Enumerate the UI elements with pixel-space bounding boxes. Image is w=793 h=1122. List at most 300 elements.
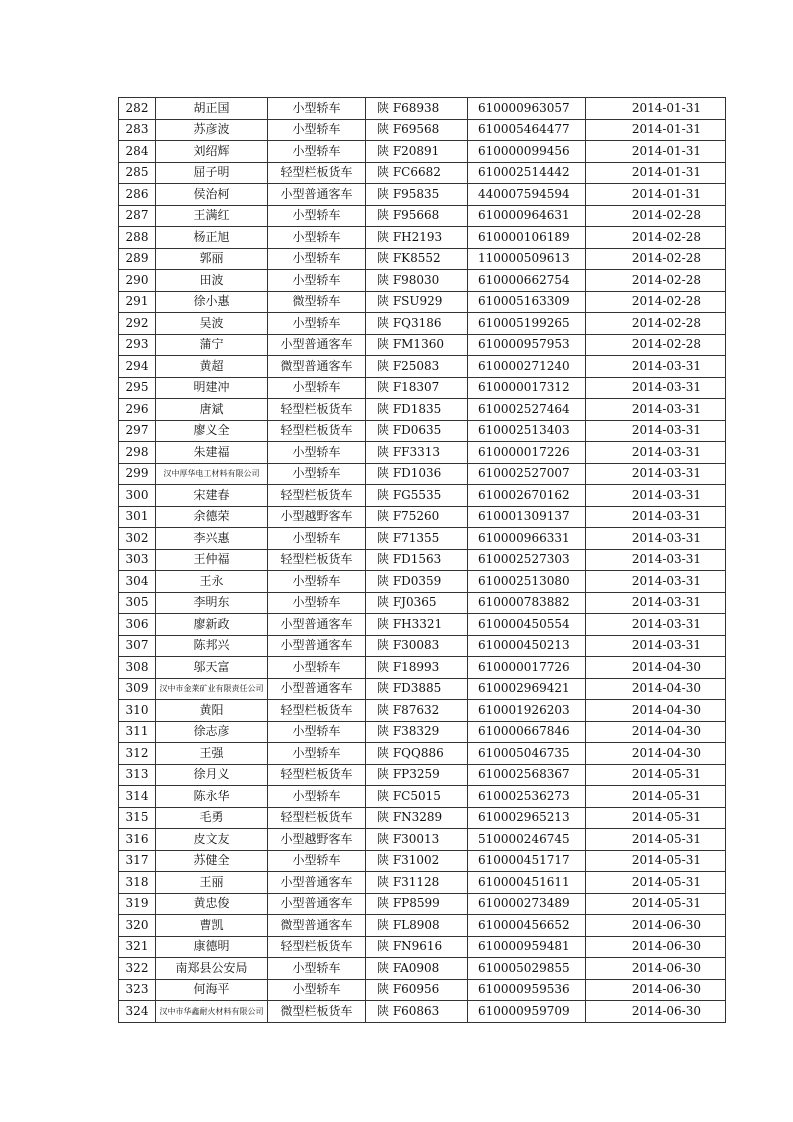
owner-name-cell: 汉中市金莱矿业有限责任公司 (156, 678, 268, 700)
certificate-number-cell: 610002514442 (468, 162, 586, 184)
vehicle-type-cell: 小型轿车 (268, 270, 366, 292)
vehicle-type-cell: 小型越野客车 (268, 506, 366, 528)
table-row (119, 528, 726, 550)
row-number-cell: 319 (119, 893, 156, 915)
owner-name-cell: 李明东 (156, 592, 268, 614)
row-number-cell: 322 (119, 958, 156, 980)
plate-number-cell: 陕 F75260 (366, 506, 468, 528)
plate-number-cell: 陕 FD1036 (366, 463, 468, 485)
owner-name-cell: 皮文友 (156, 829, 268, 851)
row-number-cell: 285 (119, 162, 156, 184)
plate-number-cell: 陕 F30013 (366, 829, 468, 851)
table-row (119, 399, 726, 421)
vehicle-type-cell: 轻型栏板货车 (268, 485, 366, 507)
plate-number-cell: 陕 FA0908 (366, 958, 468, 980)
row-number-cell: 291 (119, 291, 156, 313)
vehicle-type-cell: 小型轿车 (268, 979, 366, 1001)
owner-name-cell: 曹凯 (156, 915, 268, 937)
date-cell: 2014-06-30 (586, 958, 726, 980)
plate-number-cell: 陕 FN3289 (366, 807, 468, 829)
plate-number-cell: 陕 F18307 (366, 377, 468, 399)
certificate-number-cell: 610000017726 (468, 657, 586, 679)
plate-number-cell: 陕 F95668 (366, 205, 468, 227)
vehicle-type-cell: 小型轿车 (268, 442, 366, 464)
certificate-number-cell: 610001926203 (468, 700, 586, 722)
vehicle-type-cell: 小型普通客车 (268, 893, 366, 915)
row-number-cell: 308 (119, 657, 156, 679)
plate-number-cell: 陕 FF3313 (366, 442, 468, 464)
table-row (119, 549, 726, 571)
owner-name-cell: 杨正旭 (156, 227, 268, 249)
owner-name-cell: 吴波 (156, 313, 268, 335)
row-number-cell: 314 (119, 786, 156, 808)
plate-number-cell: 陕 F20891 (366, 141, 468, 163)
owner-name-cell: 廖义全 (156, 420, 268, 442)
table-row (119, 657, 726, 679)
table-row (119, 98, 726, 120)
table-row (119, 850, 726, 872)
certificate-number-cell: 610000450213 (468, 635, 586, 657)
vehicle-type-cell: 小型轿车 (268, 119, 366, 141)
certificate-number-cell: 610000959709 (468, 1001, 586, 1023)
plate-number-cell: 陕 F60956 (366, 979, 468, 1001)
certificate-number-cell: 610000106189 (468, 227, 586, 249)
row-number-cell: 295 (119, 377, 156, 399)
date-cell: 2014-01-31 (586, 119, 726, 141)
certificate-number-cell: 610000959536 (468, 979, 586, 1001)
table-row (119, 936, 726, 958)
owner-name-cell: 黄超 (156, 356, 268, 378)
table-row (119, 592, 726, 614)
row-number-cell: 318 (119, 872, 156, 894)
table-row (119, 700, 726, 722)
date-cell: 2014-03-31 (586, 442, 726, 464)
plate-number-cell: 陕 FN9616 (366, 936, 468, 958)
certificate-number-cell: 610002527303 (468, 549, 586, 571)
row-number-cell: 296 (119, 399, 156, 421)
plate-number-cell: 陕 FL8908 (366, 915, 468, 937)
owner-name-cell: 王永 (156, 571, 268, 593)
table-row (119, 141, 726, 163)
row-number-cell: 316 (119, 829, 156, 851)
certificate-number-cell: 610000451717 (468, 850, 586, 872)
vehicle-records-table (118, 97, 726, 1023)
table-row (119, 764, 726, 786)
date-cell: 2014-03-31 (586, 399, 726, 421)
plate-number-cell: 陕 FH3321 (366, 614, 468, 636)
owner-name-cell: 田波 (156, 270, 268, 292)
row-number-cell: 303 (119, 549, 156, 571)
plate-number-cell: 陕 FQ3186 (366, 313, 468, 335)
vehicle-type-cell: 小型普通客车 (268, 334, 366, 356)
plate-number-cell: 陕 FD1563 (366, 549, 468, 571)
date-cell: 2014-06-30 (586, 979, 726, 1001)
table-row (119, 721, 726, 743)
certificate-number-cell: 610000456652 (468, 915, 586, 937)
table-row (119, 1001, 726, 1023)
table-row (119, 872, 726, 894)
plate-number-cell: 陕 FSU929 (366, 291, 468, 313)
certificate-number-cell: 610002513080 (468, 571, 586, 593)
table-row (119, 463, 726, 485)
owner-name-cell: 李兴惠 (156, 528, 268, 550)
vehicle-type-cell: 微型普通客车 (268, 356, 366, 378)
vehicle-type-cell: 小型轿车 (268, 248, 366, 270)
date-cell: 2014-05-31 (586, 764, 726, 786)
vehicle-type-cell: 微型栏板货车 (268, 1001, 366, 1023)
row-number-cell: 312 (119, 743, 156, 765)
plate-number-cell: 陕 F31128 (366, 872, 468, 894)
table-body (119, 98, 726, 1023)
table-row (119, 334, 726, 356)
date-cell: 2014-03-31 (586, 635, 726, 657)
table-row (119, 313, 726, 335)
certificate-number-cell: 610000271240 (468, 356, 586, 378)
table-row (119, 227, 726, 249)
owner-name-cell: 蒲宁 (156, 334, 268, 356)
owner-name-cell: 刘绍辉 (156, 141, 268, 163)
owner-name-cell: 毛勇 (156, 807, 268, 829)
owner-name-cell: 宋建春 (156, 485, 268, 507)
vehicle-type-cell: 小型轿车 (268, 98, 366, 120)
row-number-cell: 304 (119, 571, 156, 593)
row-number-cell: 305 (119, 592, 156, 614)
table-row (119, 270, 726, 292)
plate-number-cell: 陕 F18993 (366, 657, 468, 679)
plate-number-cell: 陕 FD3885 (366, 678, 468, 700)
plate-number-cell: 陕 F60863 (366, 1001, 468, 1023)
date-cell: 2014-03-31 (586, 592, 726, 614)
date-cell: 2014-04-30 (586, 657, 726, 679)
vehicle-type-cell: 轻型栏板货车 (268, 764, 366, 786)
plate-number-cell: 陕 F30083 (366, 635, 468, 657)
owner-name-cell: 明建冲 (156, 377, 268, 399)
date-cell: 2014-03-31 (586, 571, 726, 593)
vehicle-type-cell: 小型普通客车 (268, 872, 366, 894)
date-cell: 2014-02-28 (586, 248, 726, 270)
row-number-cell: 315 (119, 807, 156, 829)
row-number-cell: 320 (119, 915, 156, 937)
row-number-cell: 324 (119, 1001, 156, 1023)
date-cell: 2014-02-28 (586, 205, 726, 227)
plate-number-cell: 陕 FQQ886 (366, 743, 468, 765)
owner-name-cell: 陈邦兴 (156, 635, 268, 657)
vehicle-type-cell: 轻型栏板货车 (268, 549, 366, 571)
plate-number-cell: 陕 F38329 (366, 721, 468, 743)
vehicle-type-cell: 轻型栏板货车 (268, 807, 366, 829)
vehicle-type-cell: 微型普通客车 (268, 915, 366, 937)
owner-name-cell: 徐月义 (156, 764, 268, 786)
date-cell: 2014-03-31 (586, 528, 726, 550)
owner-name-cell: 康德明 (156, 936, 268, 958)
table-row (119, 958, 726, 980)
certificate-number-cell: 610001309137 (468, 506, 586, 528)
table-row (119, 184, 726, 206)
table-row (119, 807, 726, 829)
plate-number-cell: 陕 F98030 (366, 270, 468, 292)
owner-name-cell: 徐小惠 (156, 291, 268, 313)
vehicle-type-cell: 小型轿车 (268, 227, 366, 249)
table-row (119, 205, 726, 227)
row-number-cell: 300 (119, 485, 156, 507)
table-row (119, 506, 726, 528)
plate-number-cell: 陕 FC6682 (366, 162, 468, 184)
table-row (119, 893, 726, 915)
certificate-number-cell: 610005464477 (468, 119, 586, 141)
certificate-number-cell: 110000509613 (468, 248, 586, 270)
owner-name-cell: 胡正国 (156, 98, 268, 120)
plate-number-cell: 陕 F87632 (366, 700, 468, 722)
table-row (119, 915, 726, 937)
vehicle-type-cell: 轻型栏板货车 (268, 420, 366, 442)
row-number-cell: 306 (119, 614, 156, 636)
plate-number-cell: 陕 FK8552 (366, 248, 468, 270)
vehicle-type-cell: 小型轿车 (268, 958, 366, 980)
owner-name-cell: 汉中厚华电工材料有限公司 (156, 463, 268, 485)
owner-name-cell: 王强 (156, 743, 268, 765)
vehicle-type-cell: 小型轿车 (268, 743, 366, 765)
table-row (119, 485, 726, 507)
plate-number-cell: 陕 FC5015 (366, 786, 468, 808)
plate-number-cell: 陕 FD0635 (366, 420, 468, 442)
certificate-number-cell: 610002969421 (468, 678, 586, 700)
date-cell: 2014-04-30 (586, 721, 726, 743)
date-cell: 2014-01-31 (586, 98, 726, 120)
date-cell: 2014-02-28 (586, 334, 726, 356)
certificate-number-cell: 610000273489 (468, 893, 586, 915)
vehicle-type-cell: 小型轿车 (268, 850, 366, 872)
certificate-number-cell: 610000783882 (468, 592, 586, 614)
certificate-number-cell: 610000017226 (468, 442, 586, 464)
date-cell: 2014-02-28 (586, 313, 726, 335)
certificate-number-cell: 610002527464 (468, 399, 586, 421)
date-cell: 2014-01-31 (586, 141, 726, 163)
row-number-cell: 310 (119, 700, 156, 722)
owner-name-cell: 王满红 (156, 205, 268, 227)
row-number-cell: 284 (119, 141, 156, 163)
vehicle-type-cell: 小型轿车 (268, 528, 366, 550)
date-cell: 2014-05-31 (586, 786, 726, 808)
vehicle-type-cell: 小型轿车 (268, 592, 366, 614)
plate-number-cell: 陕 FG5535 (366, 485, 468, 507)
certificate-number-cell: 610000966331 (468, 528, 586, 550)
owner-name-cell: 苏健全 (156, 850, 268, 872)
vehicle-type-cell: 小型轿车 (268, 463, 366, 485)
plate-number-cell: 陕 FH2193 (366, 227, 468, 249)
row-number-cell: 299 (119, 463, 156, 485)
owner-name-cell: 唐斌 (156, 399, 268, 421)
certificate-number-cell: 440007594594 (468, 184, 586, 206)
date-cell: 2014-05-31 (586, 872, 726, 894)
vehicle-type-cell: 小型轿车 (268, 721, 366, 743)
plate-number-cell: 陕 F68938 (366, 98, 468, 120)
table-row (119, 635, 726, 657)
date-cell: 2014-04-30 (586, 678, 726, 700)
vehicle-type-cell: 小型越野客车 (268, 829, 366, 851)
certificate-number-cell: 610000662754 (468, 270, 586, 292)
owner-name-cell: 余德荣 (156, 506, 268, 528)
date-cell: 2014-03-31 (586, 420, 726, 442)
owner-name-cell: 邬天富 (156, 657, 268, 679)
date-cell: 2014-06-30 (586, 1001, 726, 1023)
date-cell: 2014-02-28 (586, 227, 726, 249)
row-number-cell: 309 (119, 678, 156, 700)
owner-name-cell: 黄阳 (156, 700, 268, 722)
certificate-number-cell: 610000450554 (468, 614, 586, 636)
row-number-cell: 297 (119, 420, 156, 442)
vehicle-type-cell: 小型轿车 (268, 571, 366, 593)
plate-number-cell: 陕 FP8599 (366, 893, 468, 915)
plate-number-cell: 陕 FP3259 (366, 764, 468, 786)
table-row (119, 119, 726, 141)
row-number-cell: 294 (119, 356, 156, 378)
certificate-number-cell: 610002513403 (468, 420, 586, 442)
plate-number-cell: 陕 F95835 (366, 184, 468, 206)
plate-number-cell: 陕 FJ0365 (366, 592, 468, 614)
vehicle-type-cell: 小型轿车 (268, 657, 366, 679)
vehicle-type-cell: 小型轿车 (268, 786, 366, 808)
row-number-cell: 321 (119, 936, 156, 958)
row-number-cell: 301 (119, 506, 156, 528)
certificate-number-cell: 610000957953 (468, 334, 586, 356)
plate-number-cell: 陕 FM1360 (366, 334, 468, 356)
owner-name-cell: 廖新政 (156, 614, 268, 636)
date-cell: 2014-03-31 (586, 549, 726, 571)
certificate-number-cell: 610000963057 (468, 98, 586, 120)
vehicle-type-cell: 微型轿车 (268, 291, 366, 313)
vehicle-type-cell: 轻型栏板货车 (268, 936, 366, 958)
owner-name-cell: 王仲福 (156, 549, 268, 571)
certificate-number-cell: 610000099456 (468, 141, 586, 163)
vehicle-type-cell: 小型普通客车 (268, 614, 366, 636)
plate-number-cell: 陕 F25083 (366, 356, 468, 378)
certificate-number-cell: 610000959481 (468, 936, 586, 958)
row-number-cell: 290 (119, 270, 156, 292)
owner-name-cell: 汉中市华鑫耐火材料有限公司 (156, 1001, 268, 1023)
certificate-number-cell: 610002568367 (468, 764, 586, 786)
table-row (119, 678, 726, 700)
certificate-number-cell: 610002536273 (468, 786, 586, 808)
date-cell: 2014-01-31 (586, 184, 726, 206)
owner-name-cell: 苏彦波 (156, 119, 268, 141)
certificate-number-cell: 610005163309 (468, 291, 586, 313)
vehicle-type-cell: 小型普通客车 (268, 635, 366, 657)
date-cell: 2014-03-31 (586, 463, 726, 485)
certificate-number-cell: 610000017312 (468, 377, 586, 399)
owner-name-cell: 郭丽 (156, 248, 268, 270)
row-number-cell: 311 (119, 721, 156, 743)
owner-name-cell: 黄忠俊 (156, 893, 268, 915)
certificate-number-cell: 610005199265 (468, 313, 586, 335)
date-cell: 2014-05-31 (586, 893, 726, 915)
date-cell: 2014-05-31 (586, 829, 726, 851)
date-cell: 2014-03-31 (586, 506, 726, 528)
owner-name-cell: 屈子明 (156, 162, 268, 184)
row-number-cell: 288 (119, 227, 156, 249)
row-number-cell: 289 (119, 248, 156, 270)
certificate-number-cell: 610000667846 (468, 721, 586, 743)
owner-name-cell: 朱建福 (156, 442, 268, 464)
table-row (119, 162, 726, 184)
row-number-cell: 302 (119, 528, 156, 550)
row-number-cell: 283 (119, 119, 156, 141)
certificate-number-cell: 610005029855 (468, 958, 586, 980)
vehicle-type-cell: 小型普通客车 (268, 678, 366, 700)
vehicle-type-cell: 轻型栏板货车 (268, 700, 366, 722)
table-row (119, 614, 726, 636)
certificate-number-cell: 610005046735 (468, 743, 586, 765)
owner-name-cell: 徐志彦 (156, 721, 268, 743)
plate-number-cell: 陕 FD1835 (366, 399, 468, 421)
table-row (119, 248, 726, 270)
table-row (119, 571, 726, 593)
date-cell: 2014-03-31 (586, 377, 726, 399)
table-row (119, 420, 726, 442)
vehicle-type-cell: 小型轿车 (268, 313, 366, 335)
date-cell: 2014-02-28 (586, 270, 726, 292)
date-cell: 2014-02-28 (586, 291, 726, 313)
table-row (119, 979, 726, 1001)
table-row (119, 743, 726, 765)
certificate-number-cell: 510000246745 (468, 829, 586, 851)
vehicle-type-cell: 小型轿车 (268, 377, 366, 399)
date-cell: 2014-05-31 (586, 850, 726, 872)
row-number-cell: 307 (119, 635, 156, 657)
vehicle-type-cell: 小型轿车 (268, 205, 366, 227)
table-row (119, 377, 726, 399)
vehicle-type-cell: 轻型栏板货车 (268, 162, 366, 184)
table-row (119, 786, 726, 808)
plate-number-cell: 陕 F69568 (366, 119, 468, 141)
row-number-cell: 282 (119, 98, 156, 120)
owner-name-cell: 南郑县公安局 (156, 958, 268, 980)
row-number-cell: 293 (119, 334, 156, 356)
plate-number-cell: 陕 F71355 (366, 528, 468, 550)
owner-name-cell: 何海平 (156, 979, 268, 1001)
plate-number-cell: 陕 FD0359 (366, 571, 468, 593)
certificate-number-cell: 610000964631 (468, 205, 586, 227)
certificate-number-cell: 610000451611 (468, 872, 586, 894)
date-cell: 2014-01-31 (586, 162, 726, 184)
plate-number-cell: 陕 F31002 (366, 850, 468, 872)
vehicle-type-cell: 小型普通客车 (268, 184, 366, 206)
row-number-cell: 287 (119, 205, 156, 227)
row-number-cell: 292 (119, 313, 156, 335)
row-number-cell: 313 (119, 764, 156, 786)
vehicle-type-cell: 小型轿车 (268, 141, 366, 163)
row-number-cell: 323 (119, 979, 156, 1001)
date-cell: 2014-03-31 (586, 485, 726, 507)
date-cell: 2014-04-30 (586, 700, 726, 722)
table-row (119, 356, 726, 378)
date-cell: 2014-03-31 (586, 356, 726, 378)
certificate-number-cell: 610002670162 (468, 485, 586, 507)
certificate-number-cell: 610002965213 (468, 807, 586, 829)
owner-name-cell: 陈永华 (156, 786, 268, 808)
table-row (119, 829, 726, 851)
table-row (119, 442, 726, 464)
row-number-cell: 286 (119, 184, 156, 206)
row-number-cell: 317 (119, 850, 156, 872)
row-number-cell: 298 (119, 442, 156, 464)
date-cell: 2014-06-30 (586, 936, 726, 958)
table-row (119, 291, 726, 313)
vehicle-type-cell: 轻型栏板货车 (268, 399, 366, 421)
date-cell: 2014-05-31 (586, 807, 726, 829)
owner-name-cell: 侯治柯 (156, 184, 268, 206)
date-cell: 2014-03-31 (586, 614, 726, 636)
date-cell: 2014-06-30 (586, 915, 726, 937)
